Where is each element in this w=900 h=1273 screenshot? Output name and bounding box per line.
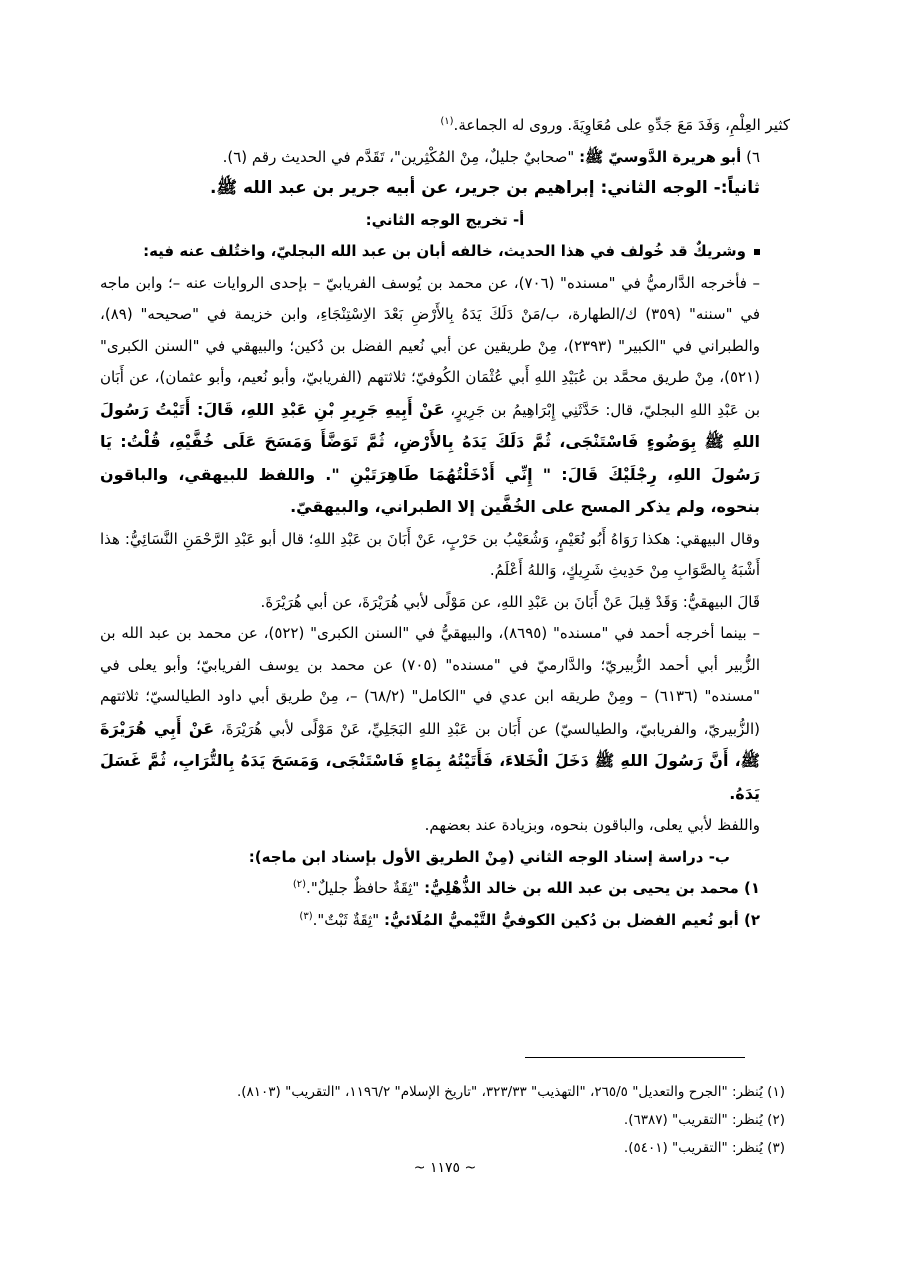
hadith-text-jarir: عَنْ أَبِيهِ جَرِيرِ بْنِ عَبْدِ اللهِ، قَالَ: أَتَيْتُ رَسُولَ اللهِ ﷺ بِوَضُوءٍ فَاسْتَنْجَى، ثُمَّ دَلَكَ يَدَهُ بِالأَرْضِ، ثُمَّ تَوَضَّأَ وَمَسَحَ عَلَى خُفَّيْهِ، قُلْتُ: يَا رَسُولَ اللهِ، رِجْلَيْكَ قَالَ: " إِنِّي أَدْخَلْتُهُمَا طَاهِرَتَيْنِ ". واللفظ للبيهقي، والباقون بنحوه، ولم يذكر المسح على الخُفَّين إلا الطبراني، والبيهقيّ. (100, 399, 760, 516)
narrator-6: ٦) أبو هريرة الدَّوسيّ ﷺ: "صحابيٌ جليلٌ، مِنْ المُكْثِرين"، تَقَدَّم في الحديث رقم (٦). (222, 147, 760, 166)
footnote-ref-1[interactable]: (١) (440, 116, 454, 127)
bullet-paragraph: وشريكٌ قد خُولف في هذا الحديث، خالفه أبان بن عبد الله البجليّ، واختُلف عنه فيه: (100, 236, 790, 268)
footnote-1: (١) يُنظر: "الجرح والتعديل" ٢٦٥/٥، "التهذيب" ٣٢٣/٣٣، "تاريخ الإسلام" ١١٩٦/٢، "التقريب" (٨١٠٣). (236, 1084, 785, 1100)
paragraph-ahmad: – بينما أخرجه أحمد في "مسنده" (٨٦٩٥)، والبيهقيُّ في "السنن الكبرى" (٥٢٢)، عن محمد بن عبد الله بن الزُّبير أبي أحمد الزُّبيريّ؛ والدَّارميّ في "مسنده" (٧٠٥) عن محمد بن يوسف الفريابيّ؛ وأبو يعلى في "مسنده" (٦١٣٦) – ومِنْ طريقه ابن عدي في "الكامل" (٦٨/٢) –، مِنْ طريق أبي داود الطيالسيّ؛ ثلاثتهم (الزُّبيريّ، والفريابيّ، والطيالسيّ) عن أَبَان بن عَبْدِ اللهِ البَجَلِيِّ، عَنْ مَوْلًى لأبي هُرَيْرَةَ، عَنْ أَبِي هُرَيْرَةَ ﷺ، أَنَّ رَسُولَ اللهِ ﷺ دَخَلَ الْخَلاءَ، فَأَتَيْتُهُ بِمَاءٍ فَاسْتَنْجَى، وَمَسَحَ يَدَهُ بِالتُّرَابِ، ثُمَّ غَسَلَ يَدَهُ. (100, 624, 761, 803)
hadith-text-abu-hurayra: عَنْ أَبِي هُرَيْرَةَ ﷺ، أَنَّ رَسُولَ اللهِ ﷺ دَخَلَ الْخَلاءَ، فَأَتَيْتُهُ بِمَاءٍ فَاسْتَنْجَى، وَمَسَحَ يَدَهُ بِالتُّرَابِ، ثُمَّ غَسَلَ يَدَهُ. (100, 718, 760, 803)
body-text (100, 110, 790, 936)
footnote-ref-3[interactable]: (٣) (299, 910, 313, 922)
footnote-3: (٣) يُنظر: "التقريب" (٥٤٠١). (623, 1140, 785, 1156)
narrator-1: ١) محمد بن يحيى بن عبد الله بن خالد الذُّهْلِيُّ: "ثِقَةٌ حافظٌ جليلٌ".$^{(٢)}$ (292, 879, 760, 897)
paragraph-bayhaqi-said: قَالَ البيهقيُّ: وَقَدْ قِيلَ عَنْ أَبَانَ بن عَبْدِ اللهِ، عن مَوْلًى لأبي هُرَيْرَةَ، عن أبي هُرَيْرَةَ. (260, 592, 760, 611)
section-heading-second-aspect: ثانياً:- الوجه الثاني: إبراهيم بن جرير، عن أبيه جرير بن عبد الله ﷺ. (210, 178, 760, 198)
paragraph-darimi: – فأخرجه الدَّارميُّ في "مسنده" (٧٠٦)، عن محمد بن يُوسف الفريابيّ – بإحدى الروايات عنه –؛ وابن ماجه في "سننه" (٣٥٩) ك/الطهارة، ب/مَنْ دَلَكَ يَدَهُ بِالأَرْضِ بَعْدَ الاِسْتِنْجَاءِ، وابن خزيمة في "صحيحه" (٨٩)، والطبراني في "الكبير" (٢٣٩٣)، مِنْ طريقين عن أبي نُعيم الفضل بن دُكين؛ والبيهقي في "السنن الكبرى" (٥٢١)، مِنْ طريق محمَّد بن عُبَيْدِ اللهِ أَبي عُثْمَان الكُوفيّ؛ ثلاثتهم (الفريابيّ، وأبو نُعيم، وأبو عثمان)، عن أَبَان بن عَبْدِ اللهِ البجليّ، قال: حَدَّثَنِي إِبْرَاهِيمُ بن جَرِيرٍ، عَنْ أَبِيهِ جَرِيرِ بْنِ عَبْدِ اللهِ، قَالَ: أَتَيْتُ رَسُولَ اللهِ ﷺ بِوَضُوءٍ فَاسْتَنْجَى، ثُمَّ دَلَكَ يَدَهُ بِالأَرْضِ، ثُمَّ تَوَضَّأَ وَمَسَحَ عَلَى خُفَّيْهِ، قُلْتُ: يَا رَسُولَ اللهِ، رِجْلَيْكَ قَالَ: " إِنِّي أَدْخَلْتُهُمَا طَاهِرَتَيْنِ ". واللفظ للبيهقي، والباقون بنحوه، ولم يذكر المسح على الخُفَّين إلا الطبراني، والبيهقيّ. (100, 273, 760, 516)
footnotes (100, 1078, 790, 1162)
subheading-takhrij: أ- تخريج الوجه الثاني: (365, 210, 525, 229)
page-number: ~ ١١٧٥ ~ (413, 1160, 477, 1176)
narrator-2: ٢) أبو نُعيم الفضل بن دُكين الكوفيُّ التَّيْميُّ المُلَائيُّ: "ثِقَةٌ ثَبْتٌ".$^{(٣)}$ (299, 910, 760, 929)
bullet-icon (754, 249, 760, 255)
footnote-2: (٢) يُنظر: "التقريب" (٦٣٨٧). (623, 1112, 785, 1128)
paragraph-bayhaqi-note: وقال البيهقي: هكذا رَوَاهُ أَبُو نُعَيْمٍ، وَشُعَيْبُ بن حَرْبٍ، عَنْ أَبَانَ بن عَبْدِ اللهِ؛ قال أبو عَبْدِ الرَّحْمَنِ النَّسَائِيُّ: هذا أَشْبَهُ بِالصَّوَابِ مِنْ حَدِيثِ شَرِيكٍ، وَاللهُ أَعْلَمُ. (100, 529, 760, 579)
footnote-separator (525, 1057, 745, 1058)
paragraph-line-1: كثير العِلْمِ، وَفَدَ مَعَ جَدِّهِ على مُعَاوِيَةَ. وروى له الجماعة.$^{(١)}$ (440, 116, 790, 134)
paragraph-wording: واللفظ لأبي يعلى، والباقون بنحوه، وبزيادة عند بعضهم. (424, 816, 760, 834)
footnote-ref-2[interactable]: (٢) (292, 879, 307, 890)
subheading-isnad-study: ب- دراسة إسناد الوجه الثاني (مِنْ الطريق الأول بإسناد ابن ماجه): (248, 847, 730, 866)
